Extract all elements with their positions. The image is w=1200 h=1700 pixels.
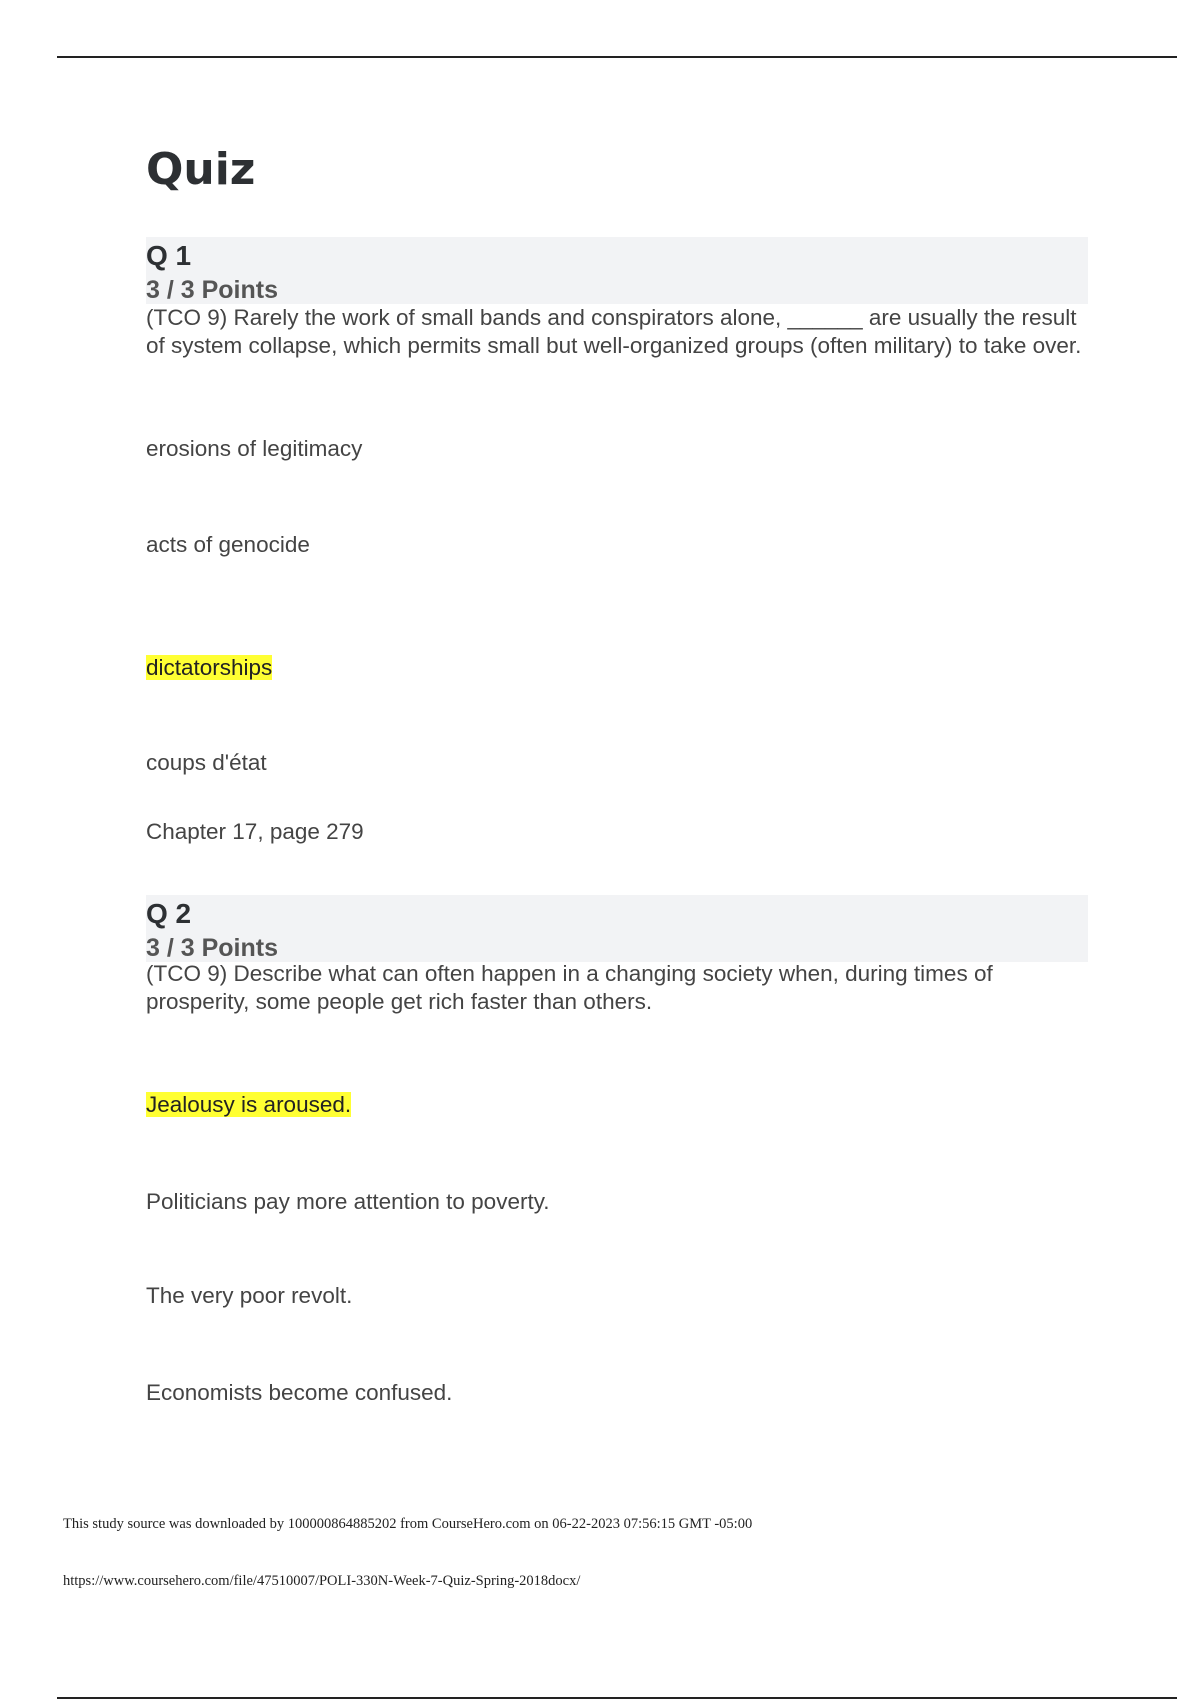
chapter-reference: Chapter 17, page 279 <box>146 819 364 844</box>
page-title: Quiz <box>146 144 256 195</box>
question-text: (TCO 9) Rarely the work of small bands and conspirators alone, ______ are usually the result of system collapse, which permits small but well-organized groups (often military) to take over. <box>146 305 1082 358</box>
answer-option: acts of genocide <box>146 532 310 557</box>
answer-option: erosions of legitimacy <box>146 436 363 461</box>
question-number: Q 2 <box>146 898 192 929</box>
answer-option-highlighted: Jealousy is aroused. <box>146 1092 352 1117</box>
bottom-rule <box>57 1697 1177 1699</box>
source-url[interactable]: https://www.coursehero.com/file/47510007/POLI-330N-Week-7-Quiz-Spring-2018docx/ <box>63 1573 581 1589</box>
answer-option: Economists become confused. <box>146 1380 453 1405</box>
question-points: 3 / 3 Points <box>146 934 278 962</box>
question-points: 3 / 3 Points <box>146 276 278 304</box>
question-header-1 <box>146 237 1088 304</box>
question-header-2 <box>146 895 1088 962</box>
question-number: Q 1 <box>146 240 192 271</box>
answer-option: coups d'état <box>146 750 267 775</box>
answer-option: The very poor revolt. <box>146 1283 353 1308</box>
question-text: (TCO 9) Describe what can often happen in a changing society when, during times of prosperity, some people get rich faster than others. <box>146 961 993 1014</box>
download-note: This study source was downloaded by 100000864885202 from CourseHero.com on 06-22-2023 07:56:15 GMT -05:00 <box>63 1516 753 1532</box>
answer-option: Politicians pay more attention to poverty. <box>146 1189 550 1214</box>
top-rule <box>57 56 1177 58</box>
answer-option-highlighted: dictatorships <box>146 655 273 680</box>
